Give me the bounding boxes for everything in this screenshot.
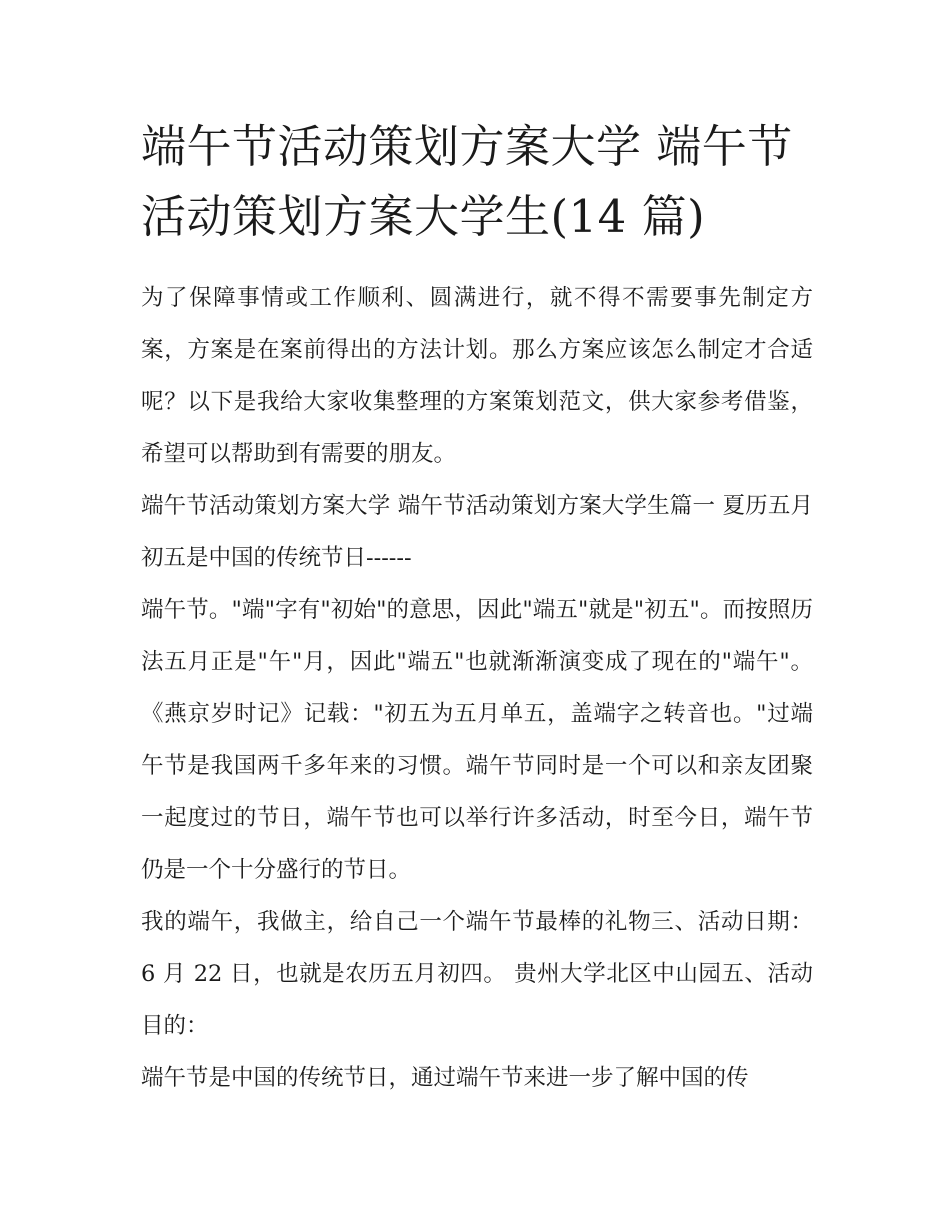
paragraph-activity-info: 我的端午，我做主，给自己一个端午节最棒的礼物三、活动日期： 6 月 22 日，也就是农历五月初四。 贵州大学北区中山园五、活动目的：: [141, 909, 813, 1039]
paragraph-section-heading: 端午节活动策划方案大学 端午节活动策划方案大学生篇一 夏历五月初五是中国的传统节日------: [141, 493, 813, 571]
paragraph-festival-origin: 端午节。"端"字有"初始"的意思，因此"端五"就是"初五"。而按照历法五月正是"午"月，因此"端五"也就渐渐演变成了现在的"端午"。《燕京岁时记》记载："初五为五月单五，盖端字之转音也。"过端午节是我国两千多年来的习惯。端午节同时是一个可以和亲友团聚一起度过的节日，端午节也可以举行许多活动，时至今日，端午节仍是一个十分盛行的节日。: [141, 597, 813, 883]
document-title: 端午节活动策划方案大学 端午节活动策划方案大学生(14 篇): [141, 120, 793, 243]
paragraph-activity-purpose: 端午节是中国的传统节日，通过端午节来进一步了解中国的传: [141, 1065, 749, 1091]
document-content: [141, 112, 813, 1104]
paragraph-intro: 为了保障事情或工作顺利、圆满进行，就不得不需要事先制定方案，方案是在案前得出的方法计划。那么方案应该怎么制定才合适呢？以下是我给大家收集整理的方案策划范文，供大家参考借鉴，希望可以帮助到有需要的朋友。: [141, 285, 813, 467]
